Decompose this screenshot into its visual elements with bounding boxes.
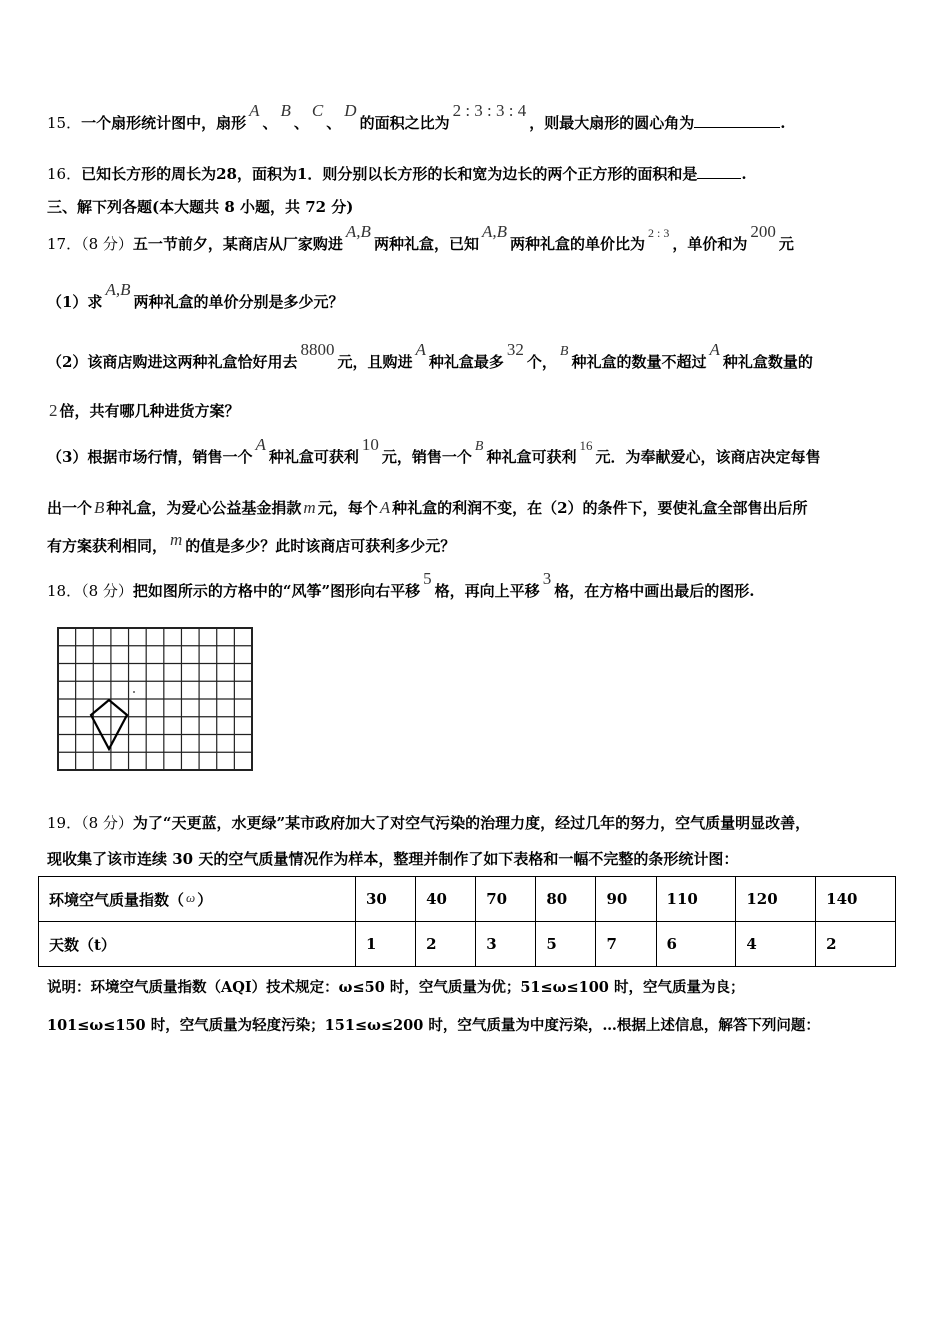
- question-17-part-2: [47, 340, 813, 372]
- question-text: 为了“天更蓝，水更绿”某市政府加大了对空气污染的治理力度，经过几年的努力，空气质量明显改善，: [132, 814, 811, 832]
- grid-dot: [133, 691, 135, 693]
- table-label: ）: [197, 890, 213, 909]
- kite-shape: [91, 700, 127, 749]
- kite-grid-figure: [55, 625, 255, 775]
- separator: 、: [262, 114, 278, 132]
- question-number: 17．: [47, 235, 82, 253]
- question-text: 格，在方格中画出最后的图形.: [554, 582, 755, 600]
- table-cell: 7: [596, 922, 656, 967]
- table-cell: 2: [816, 922, 896, 967]
- question-text: 元: [778, 235, 794, 253]
- question-number: 15．: [47, 114, 82, 132]
- question-number: 19．: [47, 814, 82, 832]
- math-symbol: D: [344, 101, 357, 120]
- question-16: [47, 163, 747, 184]
- table-cell: 70: [476, 877, 536, 922]
- question-17-part-1: [47, 280, 344, 312]
- table-cell: 5: [536, 922, 596, 967]
- question-19: [47, 812, 810, 833]
- part-text: （1）求: [47, 293, 103, 311]
- part-text: 种礼盒的数量不超过: [571, 353, 707, 371]
- math-number: 16: [579, 438, 593, 453]
- part-text: 出一个: [47, 499, 93, 517]
- question-text: 五一节前夕，某商店从厂家购进: [132, 235, 343, 253]
- question-text: ，则最大扇形的圆心角为: [529, 114, 695, 132]
- math-symbol: m: [170, 530, 183, 549]
- math-symbol: m: [303, 498, 316, 517]
- question-text: 的面积之比为: [359, 114, 450, 132]
- math-symbol: B: [94, 498, 105, 517]
- separator: 、: [293, 114, 309, 132]
- table-row-aqi: [39, 877, 896, 922]
- math-symbol: B: [559, 344, 569, 359]
- part-text: 元，每个: [317, 499, 378, 517]
- table-cell: 140: [816, 877, 896, 922]
- math-symbol: A: [249, 101, 260, 120]
- question-text: 已知长方形的周长为28，面积为1．则分别以长方形的长和宽为边长的两个正方形的面积和是: [81, 165, 698, 183]
- question-text: 一个扇形统计图中，扇形: [81, 114, 247, 132]
- question-text: 格，再向上平移: [434, 582, 540, 600]
- table-cell: 80: [536, 877, 596, 922]
- math-number: 8800: [300, 340, 335, 359]
- part-text: 种礼盒可获利: [268, 448, 359, 466]
- question-number: 18．: [47, 582, 82, 600]
- math-symbol: C: [311, 101, 324, 120]
- part-text: 元，且购进: [337, 353, 413, 371]
- table-row-days: [39, 922, 896, 967]
- math-number: 5: [423, 569, 432, 588]
- part-text: （3）根据市场行情，销售一个: [47, 448, 253, 466]
- question-text: 把如图所示的方格中的“风筝”图形向右平移: [132, 582, 421, 600]
- part-text: 种礼盒的利润不变，在（2）的条件下，要使礼盒全部售出后所: [392, 499, 808, 517]
- math-number: 200: [750, 222, 776, 241]
- question-17-part-3-cont-1: [47, 497, 808, 518]
- table-cell: 1: [356, 922, 416, 967]
- note-line-1: 说明：环境空气质量指数（AQI）技术规定：ω≤50 时，空气质量为优；51≤ω≤100 时，空气质量为良；: [47, 979, 745, 996]
- table-cell: 90: [596, 877, 656, 922]
- question-score: （8 分）: [81, 582, 133, 600]
- aqi-table: [38, 876, 896, 967]
- question-text: 两种礼盒的单价比为: [510, 235, 646, 253]
- math-ratio: 2 : 3 : 3 : 4: [452, 101, 527, 120]
- math-number: 2: [49, 401, 58, 420]
- table-cell: 110: [656, 877, 736, 922]
- table-cell: 6: [656, 922, 736, 967]
- question-17-part-2-cont: [47, 400, 240, 421]
- table-label: 环境空气质量指数（: [49, 890, 185, 909]
- part-text: 倍，共有哪几种进货方案？: [59, 402, 240, 420]
- answer-blank[interactable]: [697, 178, 741, 179]
- part-text: 种礼盒最多: [428, 353, 504, 371]
- math-symbol: A,B: [481, 222, 507, 241]
- separator: 、: [326, 114, 342, 132]
- table-cell: 4: [736, 922, 816, 967]
- answer-blank[interactable]: [694, 127, 780, 128]
- question-15: [47, 101, 786, 133]
- part-text: 种礼盒数量的: [722, 353, 813, 371]
- math-symbol: A: [415, 340, 426, 359]
- math-number: 10: [361, 435, 379, 454]
- part-text: 两种礼盒的单价分别是多少元？: [133, 293, 344, 311]
- math-symbol: A: [379, 498, 391, 517]
- question-17: [47, 222, 794, 254]
- grid-lines: [58, 628, 252, 770]
- question-19-cont: [47, 848, 738, 869]
- part-text: 种礼盒，为爱心公益基金捐款: [106, 499, 302, 517]
- note-line-2: 101≤ω≤150 时，空气质量为轻度污染；151≤ω≤200 时，空气质量为中度污染，…根据上述信息，解答下列问题：: [47, 1017, 820, 1034]
- part-text: 元．为奉献爱心，该商店决定每售: [595, 448, 821, 466]
- math-symbol: A: [709, 340, 720, 359]
- part-text: 种礼盒可获利: [486, 448, 577, 466]
- question-text: 两种礼盒，已知: [373, 235, 479, 253]
- question-17-part-3-cont-2: [47, 530, 456, 556]
- table-header-cell: [39, 877, 356, 922]
- math-symbol: A,B: [345, 222, 371, 241]
- question-17-part-3: [47, 435, 821, 467]
- math-number: 3: [542, 569, 552, 588]
- part-text: 元，销售一个: [381, 448, 472, 466]
- table-cell: 120: [736, 877, 816, 922]
- question-18: [47, 569, 755, 601]
- math-symbol: B: [280, 101, 291, 120]
- table-cell: 40: [416, 877, 476, 922]
- period: .: [741, 165, 747, 183]
- part-text: 个，: [526, 353, 557, 371]
- section-heading: 三、解下列各题(本大题共 8 小题，共 72 分): [47, 198, 354, 216]
- part-text: 有方案获利相同，: [47, 537, 168, 555]
- table-cell: 30: [356, 877, 416, 922]
- question-text: 现收集了该市连续 30 天的空气质量情况作为样本，整理并制作了如下表格和一幅不完整的条形统计图：: [47, 850, 739, 868]
- period: .: [780, 114, 786, 132]
- math-symbol: A,B: [105, 280, 131, 299]
- part-text: 的值是多少？此时该商店可获利多少元？: [185, 537, 456, 555]
- part-text: （2）该商店购进这两种礼盒恰好用去: [47, 353, 298, 371]
- math-ratio: 2 : 3: [648, 226, 670, 240]
- math-symbol: A: [255, 435, 266, 454]
- table-cell: 3: [476, 922, 536, 967]
- question-score: （8 分）: [81, 814, 133, 832]
- table-cell: 2: [416, 922, 476, 967]
- question-score: （8 分）: [81, 235, 133, 253]
- table-header-cell: 天数（t）: [39, 922, 356, 967]
- math-symbol: B: [474, 439, 484, 454]
- math-number: 32: [506, 340, 524, 359]
- question-text: ，单价和为: [672, 235, 748, 253]
- question-number: 16．: [47, 165, 82, 183]
- math-symbol: ω: [186, 889, 196, 905]
